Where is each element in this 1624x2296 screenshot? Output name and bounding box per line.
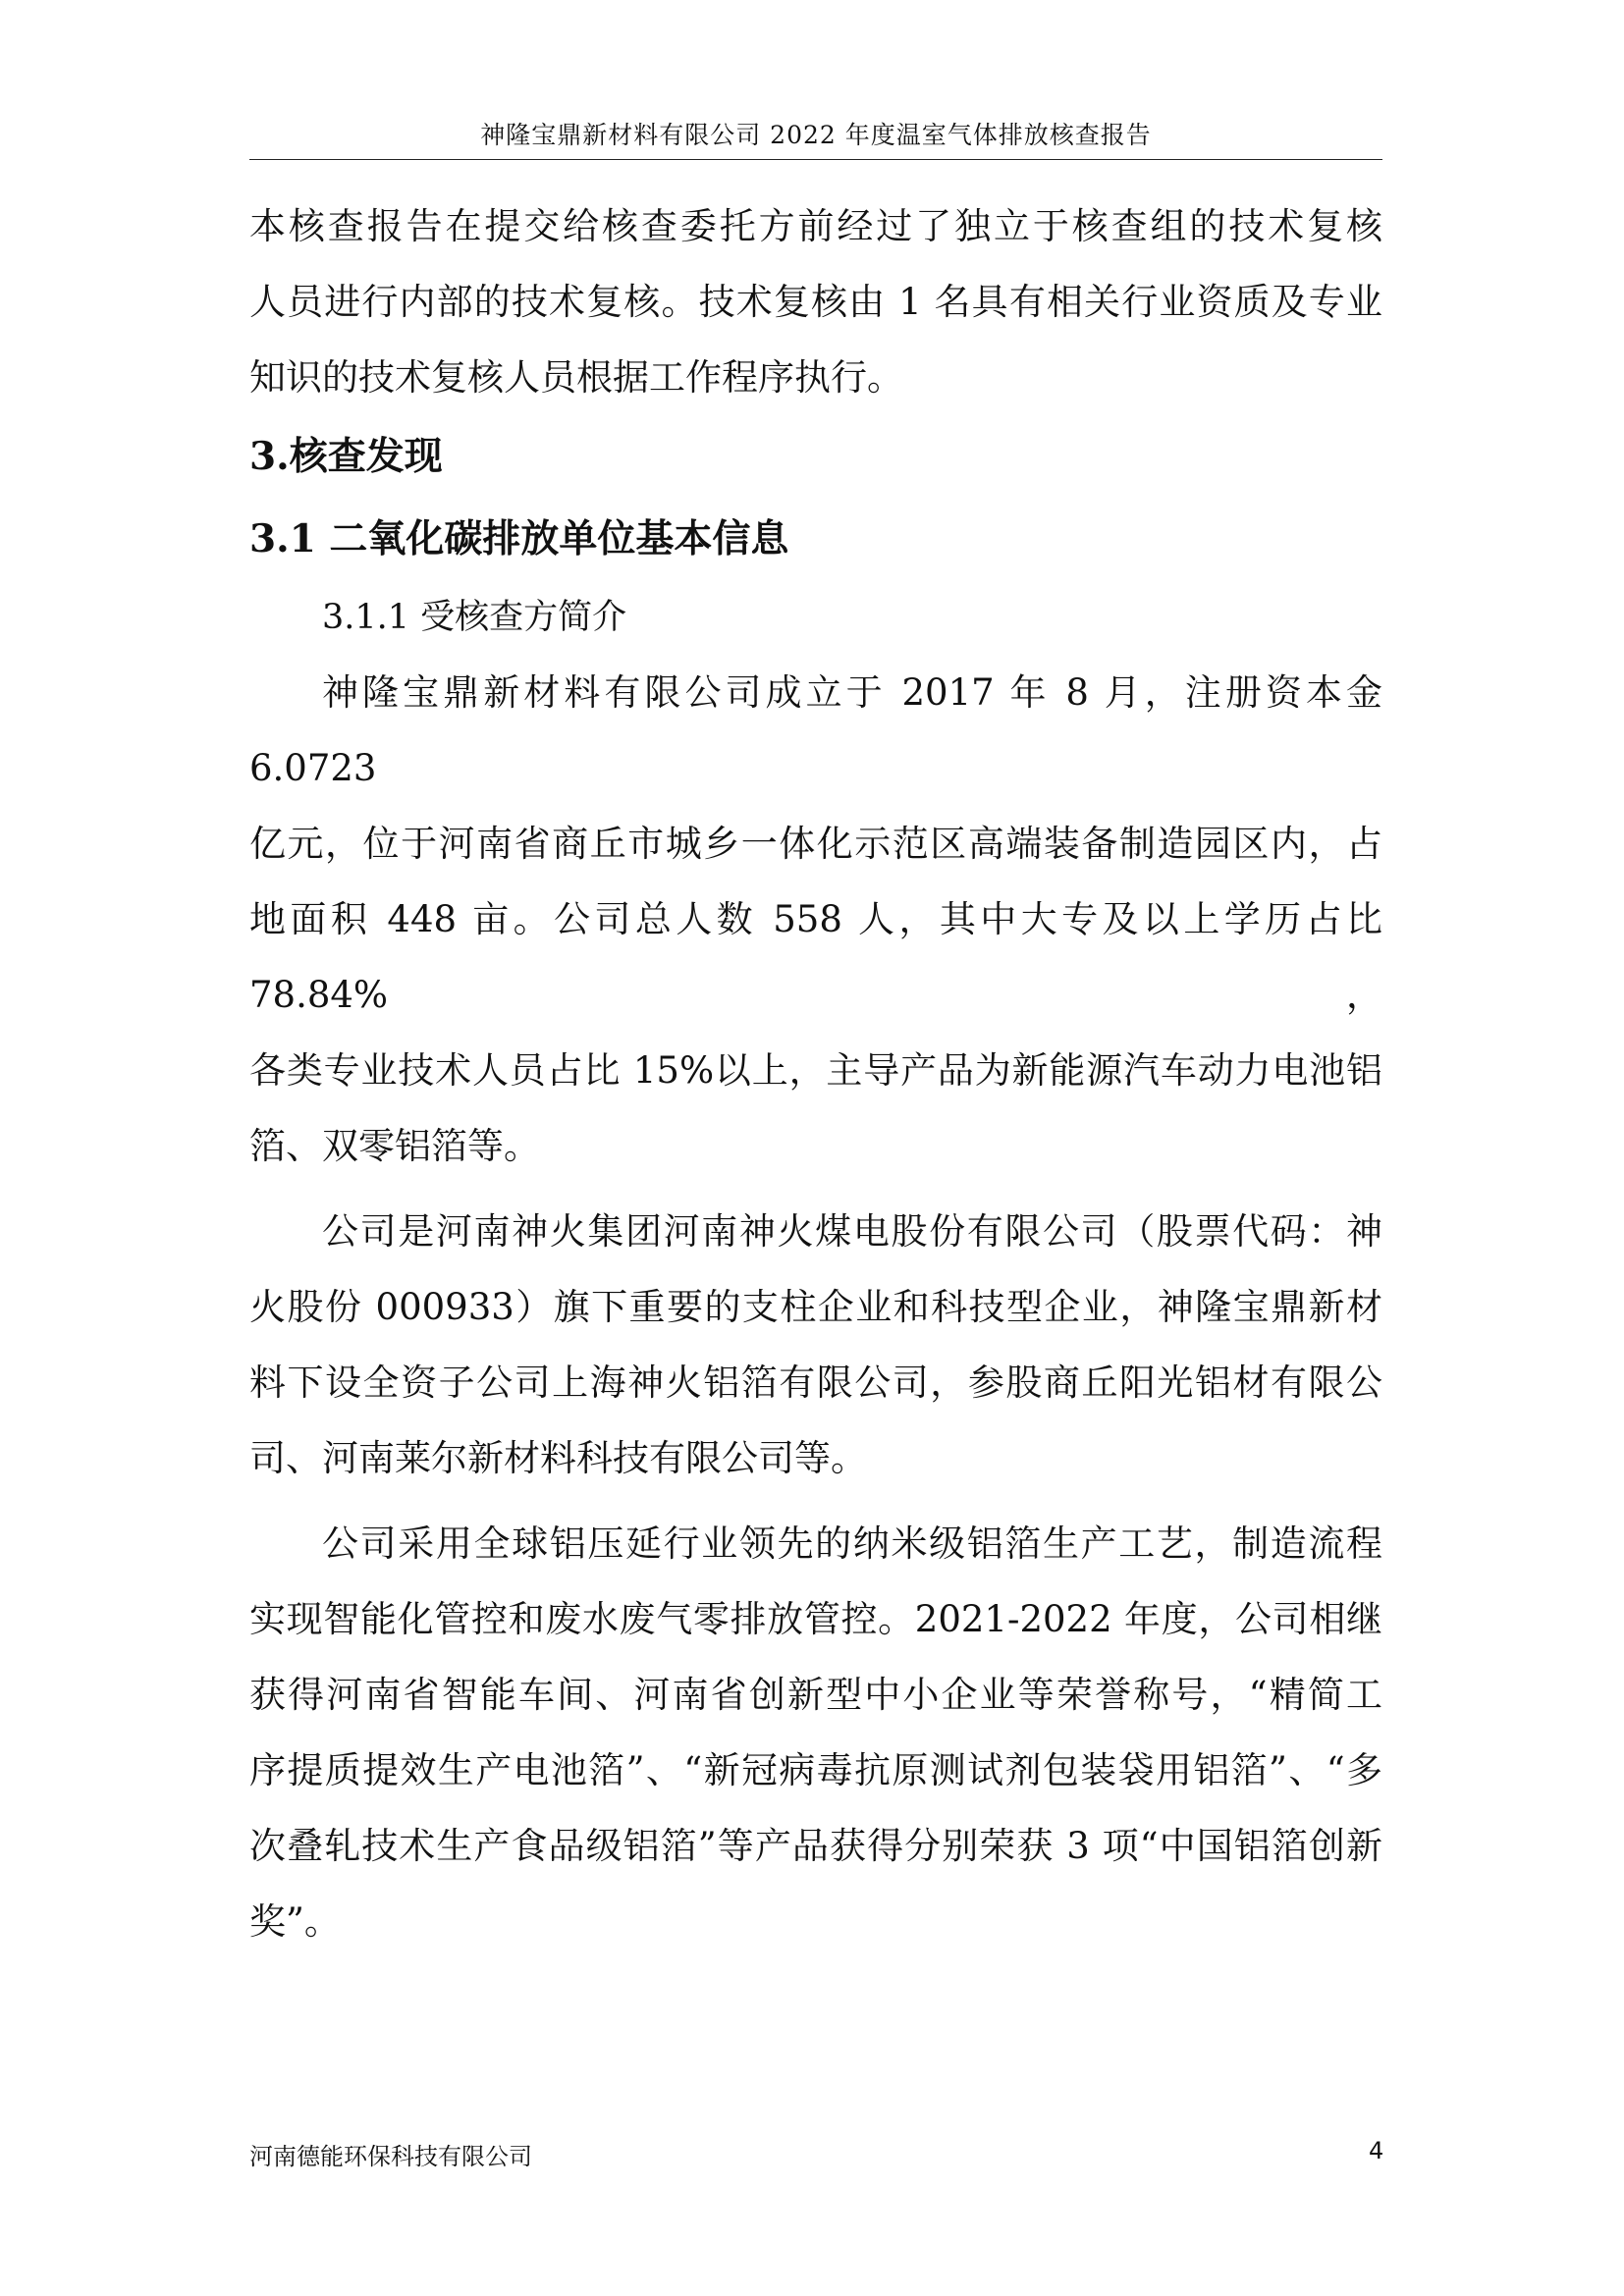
- page-header: 神隆宝鼎新材料有限公司 2022 年度温室气体排放核查报告: [249, 116, 1382, 160]
- paragraph-line: 火股份 000933）旗下重要的支柱企业和科技型企业，神隆宝鼎新材: [249, 1286, 1382, 1328]
- paragraph-line: 亿元，位于河南省商丘市城乡一体化示范区高端装备制造园区内，占: [249, 823, 1382, 865]
- paragraph-line: 神隆宝鼎新材料有限公司成立于 2017 年 8 月，注册资本金 6.0723: [249, 671, 1382, 789]
- paragraph-line: 箔、双零铝箔等。: [249, 1125, 540, 1167]
- paragraph-line: 料下设全资子公司上海神火铝箔有限公司，参股商丘阳光铝材有限公: [249, 1362, 1382, 1404]
- page-content: [249, 188, 1382, 1959]
- intro-line: 人员进行内部的技术复核。技术复核由 1 名具有相关行业资质及专业: [249, 281, 1382, 323]
- intro-line: 知识的技术复核人员根据工作程序执行。: [249, 356, 903, 399]
- paragraph-line: 获得河南省智能车间、河南省创新型中小企业等荣誉称号，“精简工: [249, 1674, 1382, 1716]
- paragraph-line: 各类专业技术人员占比 15%以上，主导产品为新能源汽车动力电池铝: [249, 1049, 1382, 1092]
- paragraph-line: 序提质提效生产电池箔”、“新冠病毒抗原测试剂包装袋用铝箔”、“多: [249, 1749, 1382, 1791]
- subsection-heading: 3.1 二氧化碳排放单位基本信息: [249, 516, 789, 561]
- paragraph-line: 地面积 448 亩。公司总人数 558 人，其中大专及以上学历占比 78.84%，: [249, 898, 1382, 1016]
- paragraph-line: 公司是河南神火集团河南神火煤电股份有限公司（股票代码：神: [322, 1210, 1382, 1253]
- footer-company: 河南德能环保科技有限公司: [249, 2143, 532, 2170]
- intro-line: 本核查报告在提交给核查委托方前经过了独立于核查组的技术复核: [249, 205, 1382, 247]
- paragraph-line: 奖”。: [249, 1900, 341, 1943]
- subsubsection-heading: 3.1.1 受核查方简介: [322, 598, 627, 637]
- paragraph-line: 公司采用全球铝压延行业领先的纳米级铝箔生产工艺，制造流程: [322, 1522, 1382, 1565]
- paragraph-line: 实现智能化管控和废水废气零排放管控。2021-2022 年度，公司相继: [249, 1598, 1382, 1640]
- section-heading: 3.核查发现: [249, 434, 443, 479]
- page-number: 4: [1369, 2137, 1384, 2164]
- paragraph-line: 司、河南莱尔新材料科技有限公司等。: [249, 1437, 867, 1479]
- paragraph-line: 次叠轧技术生产食品级铝箔”等产品获得分别荣获 3 项“中国铝箔创新: [249, 1825, 1382, 1867]
